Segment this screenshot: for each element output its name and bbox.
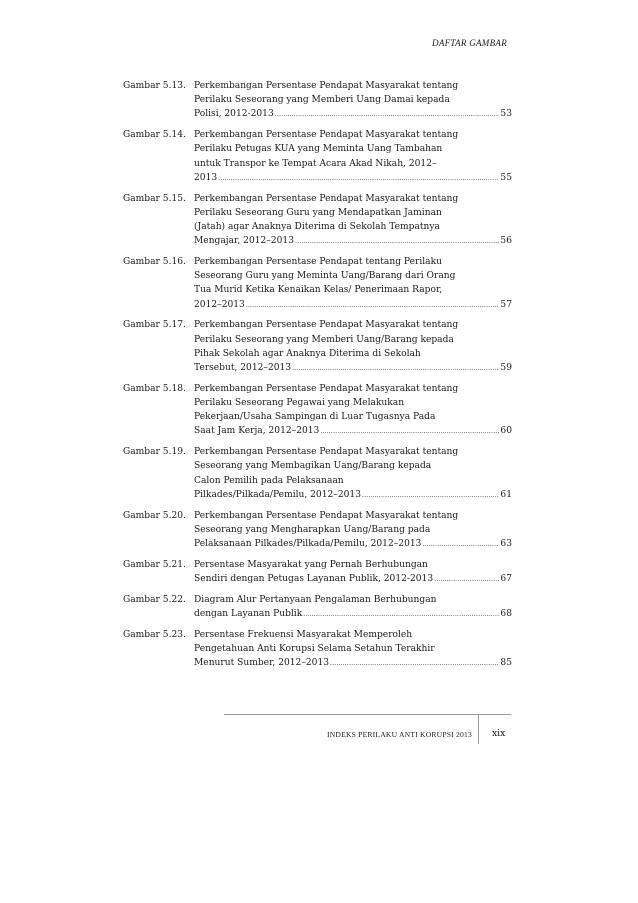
figure-page-number: 61 xyxy=(500,489,512,500)
figure-page-number: 67 xyxy=(500,574,512,585)
figure-entry xyxy=(123,593,512,622)
figure-page-number: 57 xyxy=(500,299,512,310)
footer-rule xyxy=(224,714,511,715)
figure-label: Gambar 5.13. xyxy=(123,81,186,91)
figure-title-line: Perkembangan Persentase Pendapat Masyarakat tentang xyxy=(194,130,459,141)
figure-last-line xyxy=(194,537,512,552)
figure-last-line xyxy=(194,234,512,249)
figure-page-number: 60 xyxy=(500,426,512,437)
dot-leader xyxy=(295,235,499,249)
figure-title-line: Polisi, 2012-2013 xyxy=(194,109,274,120)
figure-title-line: Pekerjaan/Usaha Sampingan di Luar Tugasnya Pada xyxy=(194,412,436,423)
figure-label: Gambar 5.23. xyxy=(123,629,186,640)
dot-leader xyxy=(275,108,500,122)
figure-label: Gambar 5.15. xyxy=(123,193,186,204)
figure-title-line: Perkembangan Persentase Pendapat Masyarakat tentang xyxy=(194,447,459,458)
figure-label: Gambar 5.21. xyxy=(123,559,186,570)
figure-title-line: 2012–2013 xyxy=(194,299,245,310)
figure-page-number: 68 xyxy=(500,609,512,620)
figure-entry xyxy=(123,255,512,313)
figure-title-line: Persentase Frekuensi Masyarakat Memperoleh xyxy=(194,629,413,640)
figure-title-line: (Jatah) agar Anaknya Diterima di Sekolah Tempatnya xyxy=(194,222,440,233)
figure-entry xyxy=(123,558,512,587)
figure-entry xyxy=(123,318,512,376)
figure-last-line xyxy=(194,572,512,587)
figure-entry xyxy=(123,628,512,672)
figure-title-line: Perkembangan Persentase Pendapat Masyarakat tentang xyxy=(194,510,459,521)
figure-title-line: Pihak Sekolah agar Anaknya Diterima di Sekolah xyxy=(194,348,421,359)
figure-title-line: Pelaksanaan Pilkades/Pilkada/Pemilu, 2012–2013 xyxy=(194,539,422,550)
dot-leader xyxy=(330,657,499,671)
figure-page-number: 63 xyxy=(500,539,512,550)
figure-title-line: Tersebut, 2012–2013 xyxy=(194,363,292,374)
dot-leader xyxy=(292,362,499,376)
figure-title-line: Sendiri dengan Petugas Layanan Publik, 2012-2013 xyxy=(194,574,434,585)
figure-entry xyxy=(123,509,512,553)
figure-title-line: Perilaku Seseorang yang Memberi Uang/Barang kepada xyxy=(194,334,454,345)
figure-title-line: Perkembangan Persentase Pendapat Masyarakat tentang xyxy=(194,383,459,394)
figure-entry xyxy=(123,192,512,250)
figure-title-line: Mengajar, 2012–2013 xyxy=(194,236,294,247)
figure-last-line xyxy=(194,298,512,313)
dot-leader xyxy=(218,172,499,186)
figure-page-number: 59 xyxy=(500,363,512,374)
figure-title-line: Perkembangan Persentase Pendapat Masyarakat tentang xyxy=(194,320,459,331)
figure-title-line: Seseorang yang Mengharapkan Uang/Barang pada xyxy=(194,524,431,535)
figure-last-line xyxy=(194,656,512,671)
figure-title-line: Pilkades/Pilkada/Pemilu, 2012–2013 xyxy=(194,489,361,500)
figure-title-line: Perilaku Seseorang yang Memberi Uang Damai kepada xyxy=(194,95,450,106)
figure-title-line: Perilaku Petugas KUA yang Meminta Uang Tambahan xyxy=(194,144,443,155)
dot-leader xyxy=(303,608,499,622)
dot-leader xyxy=(246,299,500,313)
figure-title-line: Perkembangan Persentase Pendapat Masyarakat tentang xyxy=(194,193,459,204)
figure-entry xyxy=(123,128,512,186)
figure-title-line: Seseorang yang Membagikan Uang/Barang kepada xyxy=(194,461,432,472)
figure-title-line: Perkembangan Persentase Pendapat Masyarakat tentang xyxy=(194,81,459,91)
figure-label: Gambar 5.14. xyxy=(123,130,186,141)
figure-last-line xyxy=(194,607,512,622)
figure-entry xyxy=(123,382,512,440)
figure-title-line: Menurut Sumber, 2012–2013 xyxy=(194,658,330,669)
figure-label: Gambar 5.17. xyxy=(123,320,186,331)
figure-title-line: Persentase Masyarakat yang Pernah Berhubungan xyxy=(194,559,428,570)
figure-title-line: Perkembangan Persentase Pendapat tentang Perilaku xyxy=(194,257,442,268)
figure-title-line: Perilaku Seseorang Pegawai yang Melakukan xyxy=(194,398,405,409)
figure-last-line xyxy=(194,424,512,439)
figure-title-line: Perilaku Seseorang Guru yang Mendapatkan Jaminan xyxy=(194,207,442,218)
figure-page-number: 85 xyxy=(500,658,512,669)
figure-label: Gambar 5.16. xyxy=(123,257,186,268)
figure-page-number: 55 xyxy=(500,172,512,183)
figure-title-line: Saat Jam Kerja, 2012–2013 xyxy=(194,426,320,437)
dot-leader xyxy=(422,538,499,552)
figure-entry xyxy=(123,445,512,503)
figure-last-line xyxy=(194,107,512,122)
figure-title-line: Seseorang Guru yang Meminta Uang/Barang dari Orang xyxy=(194,271,456,282)
figure-title-line: Tua Murid Ketika Kenaikan Kelas/ Penerimaan Rapor, xyxy=(194,285,443,296)
figure-label: Gambar 5.18. xyxy=(123,383,186,394)
figure-entry xyxy=(123,79,512,123)
figure-title-line: Calon Pemilih pada Pelaksanaan xyxy=(194,475,344,486)
figure-label: Gambar 5.22. xyxy=(123,594,186,605)
page-number: xix xyxy=(492,728,506,739)
figure-last-line xyxy=(194,171,512,186)
footer-title: INDEKS PERILAKU ANTI KORUPSI 2013 xyxy=(327,730,472,739)
figure-last-line xyxy=(194,488,512,503)
dot-leader xyxy=(434,573,499,587)
dot-leader xyxy=(320,425,499,439)
figure-page-number: 53 xyxy=(500,109,512,120)
figure-page-number: 56 xyxy=(500,236,512,247)
figure-title-line: Pengetahuan Anti Korupsi Selama Setahun Terakhir xyxy=(194,644,435,655)
figure-label: Gambar 5.20. xyxy=(123,510,186,521)
figure-title-line: 2013 xyxy=(194,172,218,183)
figure-title-line: untuk Transpor ke Tempat Acara Akad Nikah, 2012– xyxy=(194,158,437,169)
figure-list xyxy=(123,79,512,677)
footer-separator xyxy=(478,714,479,744)
dot-leader xyxy=(362,489,499,503)
figure-last-line xyxy=(194,361,512,376)
figure-label: Gambar 5.19. xyxy=(123,447,186,458)
figure-title-line: Diagram Alur Pertanyaan Pengalaman Berhubungan xyxy=(194,594,437,605)
figure-title-line: dengan Layanan Publik xyxy=(194,609,303,620)
running-header: DAFTAR GAMBAR xyxy=(432,38,507,48)
